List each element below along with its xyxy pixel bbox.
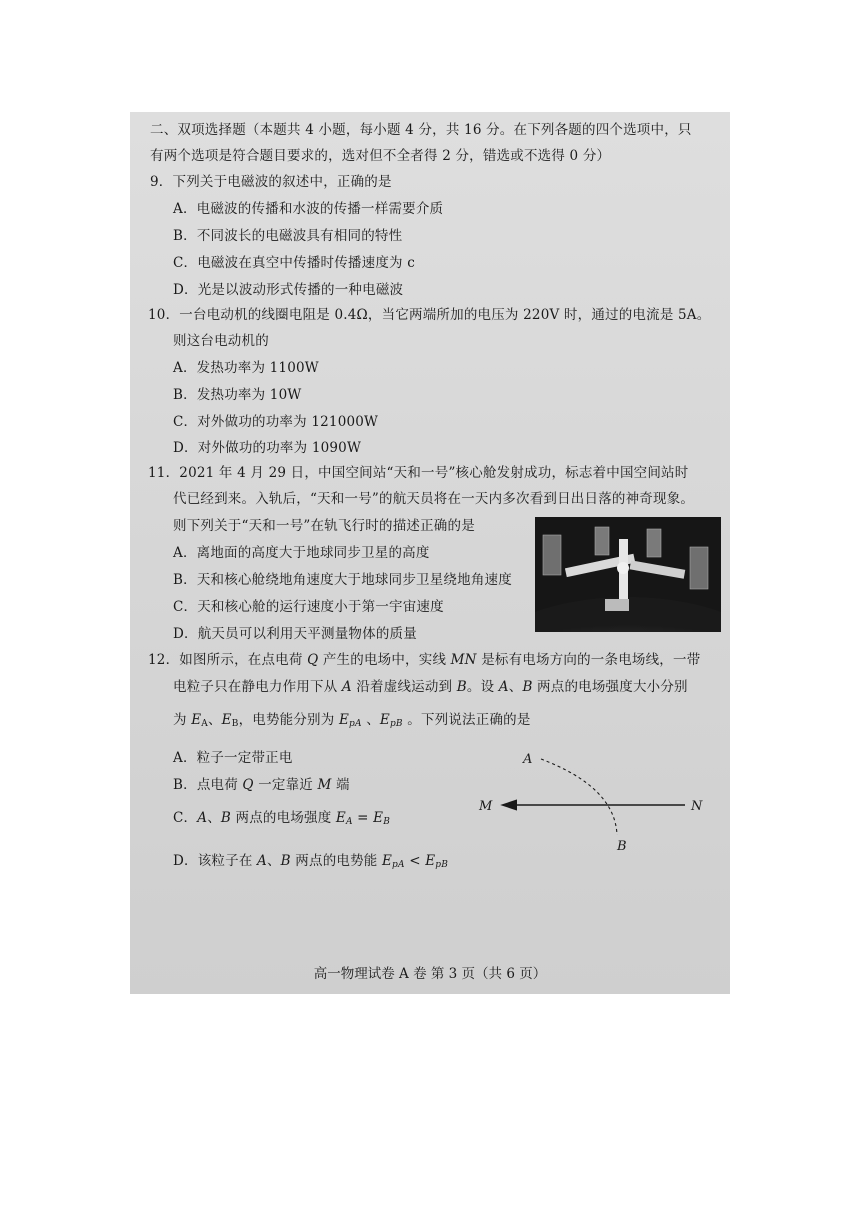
q10-option-a: A．发热功率为 1100W (173, 360, 319, 376)
label-a: A (523, 752, 533, 767)
page-footer: 高一物理试卷 A 卷 第 3 页（共 6 页） (313, 966, 547, 982)
q9-stem: 9．下列关于电磁波的叙述中，正确的是 (150, 174, 392, 190)
q12-stem-line2: 电粒子只在静电力作用下从 A 沿着虚线运动到 B。设 A、B 两点的电场强度大小分别 (173, 679, 688, 695)
q9-option-d: D．光是以波动形式传播的一种电磁波 (173, 282, 404, 298)
q11-stem-line1: 11．2021 年 4 月 29 日，中国空间站“天和一号”核心舱发射成功，标志着中国空间站时 (148, 465, 689, 481)
q11-stem-line3: 则下列关于“天和一号”在轨飞行时的描述正确的是 (173, 518, 475, 534)
q9-option-c: C．电磁波在真空中传播时传播速度为 c (173, 255, 415, 271)
q12-option-c: C．A、B 两点的电场强度 $E_A = E_B$ (173, 810, 391, 827)
q12-option-b: B．点电荷 Q 一定靠近 M 端 (173, 777, 350, 793)
q11-option-d: D．航天员可以利用天平测量物体的质量 (173, 626, 417, 642)
q12-stem-line1: 12．如图所示，在点电荷 Q 产生的电场中，实线 MN 是标有电场方向的一条电场线，一带 (148, 652, 701, 668)
q9-option-b: B．不同波长的电磁波具有相同的特性 (173, 228, 403, 244)
q11-option-a: A．离地面的高度大于地球同步卫星的高度 (173, 545, 430, 561)
section-heading-line2: 有两个选项是符合题目要求的，选对但不全者得 2 分，错选或不选得 0 分） (150, 148, 611, 164)
q11-option-c: C．天和核心舱的运行速度小于第一宇宙速度 (173, 599, 444, 615)
q12-stem-line3: 为 $E_A$、$E_B$，电势能分别为 $E_{pA}$ 、$E_{pB}$ 。下列说法正确的是 (173, 712, 531, 729)
q12-option-a: A．粒子一定带正电 (173, 750, 293, 766)
q10-stem-line1: 10．一台电动机的线圈电阻是 0.4Ω，当它两端所加的电压为 220V 时，通过的电流是 5A。 (148, 307, 711, 323)
q10-stem-line2: 则这台电动机的 (173, 333, 269, 349)
label-n: N (691, 799, 703, 814)
q11-stem-line2: 代已经到来。入轨后，“天和一号”的航天员将在一天内多次看到日出日落的神奇现象。 (173, 491, 695, 507)
q11-option-b: B．天和核心舱绕地角速度大于地球同步卫星绕地角速度 (173, 572, 512, 588)
label-m: M (479, 799, 493, 814)
space-station-illustration (535, 517, 721, 632)
label-b: B (617, 839, 627, 854)
q10-option-c: C．对外做功的功率为 121000W (173, 414, 379, 430)
q12-option-d: D．该粒子在 A、B 两点的电势能 $E_{pA} < E_{pB}$ (173, 853, 449, 870)
section-heading-line1: 二、双项选择题（本题共 4 小题，每小题 4 分，共 16 分。在下列各题的四个选项中，只 (150, 122, 692, 138)
particle-trajectory (541, 759, 617, 835)
electric-field-diagram (475, 747, 715, 862)
q10-option-d: D．对外做功的功率为 1090W (173, 440, 362, 456)
exam-page (130, 112, 730, 994)
q9-option-a: A．电磁波的传播和水波的传播一样需要介质 (173, 201, 444, 217)
q10-option-b: B．发热功率为 10W (173, 387, 302, 403)
space-station-photo (535, 517, 721, 632)
